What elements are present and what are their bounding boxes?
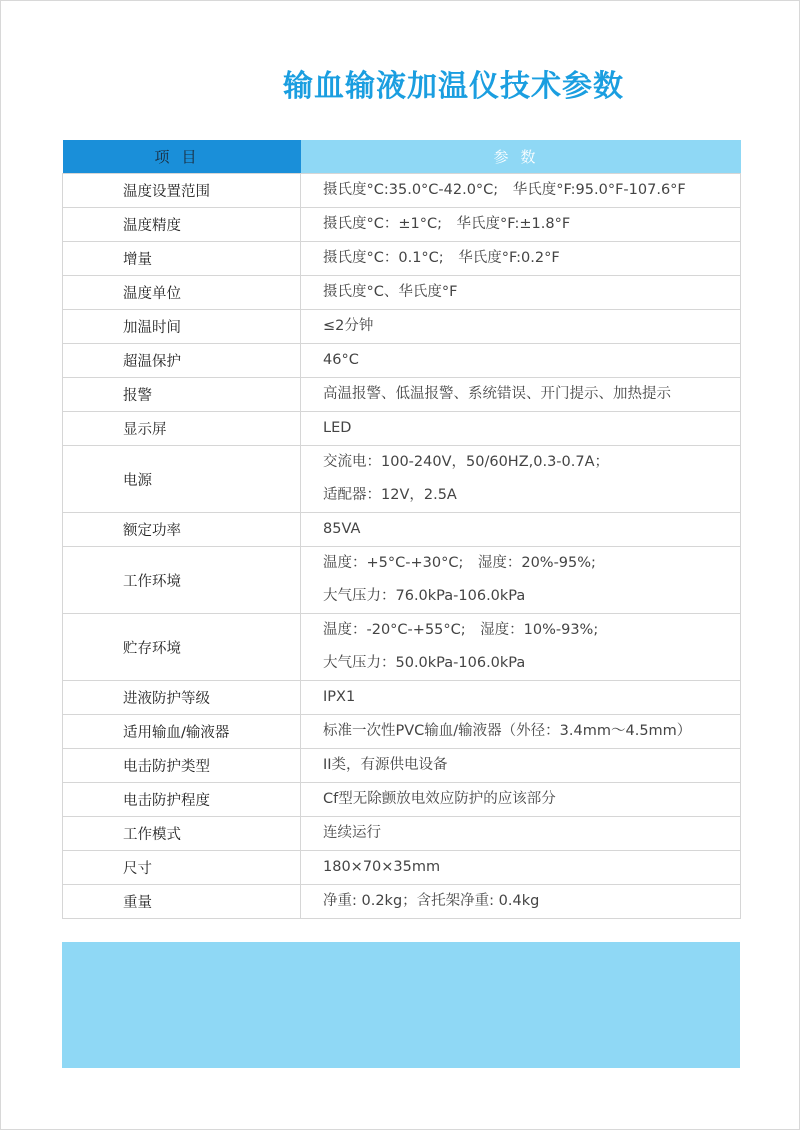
spec-name: 超温保护: [63, 344, 301, 378]
spec-value: [301, 446, 741, 513]
spec-name: 适用输血/输液器: [63, 715, 301, 749]
spec-name: 贮存环境: [63, 614, 301, 681]
spec-name: 增量: [63, 242, 301, 276]
spec-value-line: 大气压力：76.0kPa-106.0kPa: [323, 588, 526, 604]
table-row: [63, 715, 741, 749]
table-row: [63, 242, 741, 276]
spec-name: 电源: [63, 446, 301, 513]
table-row: [63, 276, 741, 310]
spec-value: [301, 174, 741, 208]
spec-value-line: 标准一次性PVC输血/输液器（外径：3.4mm～4.5mm）: [323, 723, 692, 739]
spec-value-line: 大气压力：50.0kPa-106.0kPa: [323, 655, 526, 671]
spec-name: 温度单位: [63, 276, 301, 310]
spec-value-line: 180×70×35mm: [323, 859, 441, 875]
page-title: 输血输液加温仪技术参数: [283, 69, 624, 104]
table-row: [63, 446, 741, 513]
spec-name: 工作环境: [63, 547, 301, 614]
spec-name: 温度精度: [63, 208, 301, 242]
spec-value-line: IPX1: [323, 689, 356, 705]
spec-value: [301, 412, 741, 446]
table-row: [63, 851, 741, 885]
spec-name: 工作模式: [63, 817, 301, 851]
table-row: [63, 681, 741, 715]
spec-value: [301, 817, 741, 851]
spec-value-line: 连续运行: [323, 825, 381, 841]
spec-value-line: 摄氏度°C、华氏度°F: [323, 284, 458, 300]
spec-value-line: ≤2分钟: [323, 318, 374, 334]
table-header-row: [63, 140, 741, 174]
spec-table-body: [63, 174, 741, 919]
table-row: [63, 817, 741, 851]
table-row: [63, 344, 741, 378]
table-row: [63, 378, 741, 412]
table-row: [63, 547, 741, 614]
spec-value: [301, 310, 741, 344]
spec-value-line: 交流电：100-240V，50/60HZ,0.3-0.7A；: [323, 454, 610, 470]
table-row: [63, 783, 741, 817]
spec-value-line: 摄氏度°C：±1°C; 华氏度°F:±1.8°F: [323, 216, 571, 232]
spec-value-line: 高温报警、低温报警、系统错误、开门提示、加热提示: [323, 386, 671, 402]
spec-value: [301, 276, 741, 310]
spec-value-line: 85VA: [323, 521, 361, 537]
spec-name: 加温时间: [63, 310, 301, 344]
spec-name: 电击防护程度: [63, 783, 301, 817]
spec-value: [301, 749, 741, 783]
spec-value: [301, 885, 741, 919]
spec-value-line: LED: [323, 420, 352, 436]
spec-name: 进液防护等级: [63, 681, 301, 715]
spec-value-line: 温度：+5°C-+30°C; 湿度：20%-95%;: [323, 555, 596, 571]
spec-value: [301, 681, 741, 715]
spec-value: [301, 783, 741, 817]
spec-value: [301, 513, 741, 547]
spec-value-line: 46°C: [323, 352, 359, 368]
spec-value-line: 摄氏度°C:35.0°C-42.0°C; 华氏度°F:95.0°F-107.6°F: [323, 182, 686, 198]
header-param: 参数: [301, 140, 741, 174]
spec-name: 重量: [63, 885, 301, 919]
spec-name: 显示屏: [63, 412, 301, 446]
spec-table: [62, 140, 741, 919]
spec-value-line: Cf型无除颤放电效应防护的应该部分: [323, 791, 556, 807]
spec-value: [301, 208, 741, 242]
spec-name: 报警: [63, 378, 301, 412]
spec-name: 电击防护类型: [63, 749, 301, 783]
spec-value: [301, 715, 741, 749]
spec-value: [301, 242, 741, 276]
table-row: [63, 614, 741, 681]
table-row: [63, 749, 741, 783]
table-row: [63, 513, 741, 547]
spec-value-line: 温度：-20°C-+55°C; 湿度：10%-93%;: [323, 622, 599, 638]
spec-name: 温度设置范围: [63, 174, 301, 208]
spec-value-line: 摄氏度°C：0.1°C; 华氏度°F:0.2°F: [323, 250, 560, 266]
spec-value: [301, 614, 741, 681]
spec-value-line: 适配器：12V，2.5A: [323, 487, 457, 503]
spec-value-line: II类，有源供电设备: [323, 757, 448, 773]
table-row: [63, 310, 741, 344]
spec-name: 尺寸: [63, 851, 301, 885]
table-row: [63, 174, 741, 208]
spec-value: [301, 547, 741, 614]
spec-value: [301, 344, 741, 378]
footer-band: [62, 942, 740, 1068]
table-row: [63, 412, 741, 446]
spec-value: [301, 851, 741, 885]
table-row: [63, 885, 741, 919]
spec-value-line: 净重: 0.2kg；含托架净重: 0.4kg: [323, 893, 540, 909]
spec-name: 额定功率: [63, 513, 301, 547]
header-item: 项目: [63, 140, 301, 174]
table-row: [63, 208, 741, 242]
spec-value: [301, 378, 741, 412]
